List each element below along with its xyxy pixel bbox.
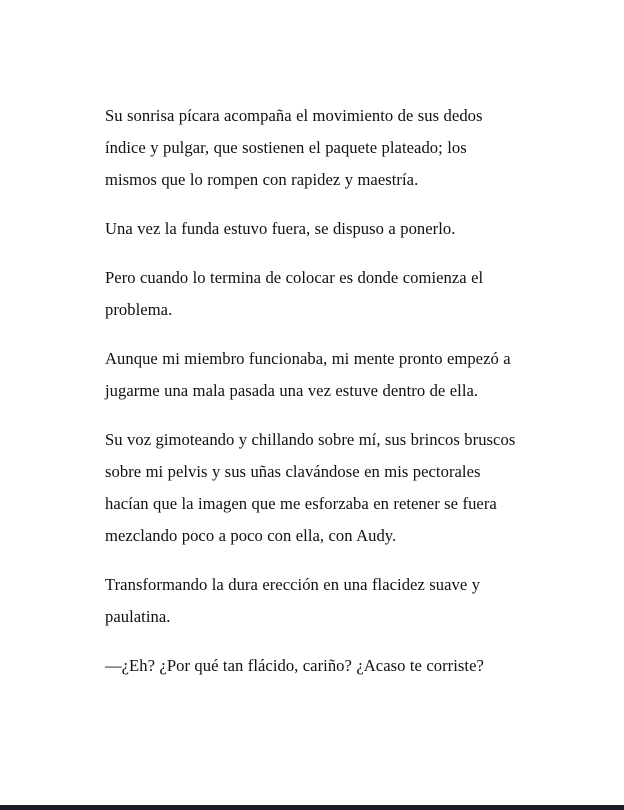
body-paragraph: Pero cuando lo termina de colocar es donde comienza el problema. xyxy=(105,268,484,319)
body-paragraph: Aunque mi miembro funcionaba, mi mente pronto empezó a jugarme una mala pasada una vez estuve dentro de ella. xyxy=(105,349,511,400)
dialogue-paragraph: —¿Eh? ¿Por qué tan flácido, cariño? ¿Acaso te corriste? xyxy=(105,656,484,675)
body-paragraph: Su sonrisa pícara acompaña el movimiento de sus dedos índice y pulgar, que sostienen el paquete plateado; los mismos que lo rompen con rapidez y maestría. xyxy=(105,106,483,189)
body-paragraph: Una vez la funda estuvo fuera, se dispuso a ponerlo. xyxy=(105,219,456,238)
page-bottom-bar xyxy=(0,805,624,810)
document-text-column xyxy=(105,100,517,682)
body-paragraph: Su voz gimoteando y chillando sobre mí, sus brincos bruscos sobre mi pelvis y sus uñas clavándose en mis pectorales hacían que la imagen que me esforzaba en retener se fuera mezclando poco a poco con ella, con Audy. xyxy=(105,430,516,545)
body-paragraph: Transformando la dura erección en una flacidez suave y paulatina. xyxy=(105,575,481,626)
